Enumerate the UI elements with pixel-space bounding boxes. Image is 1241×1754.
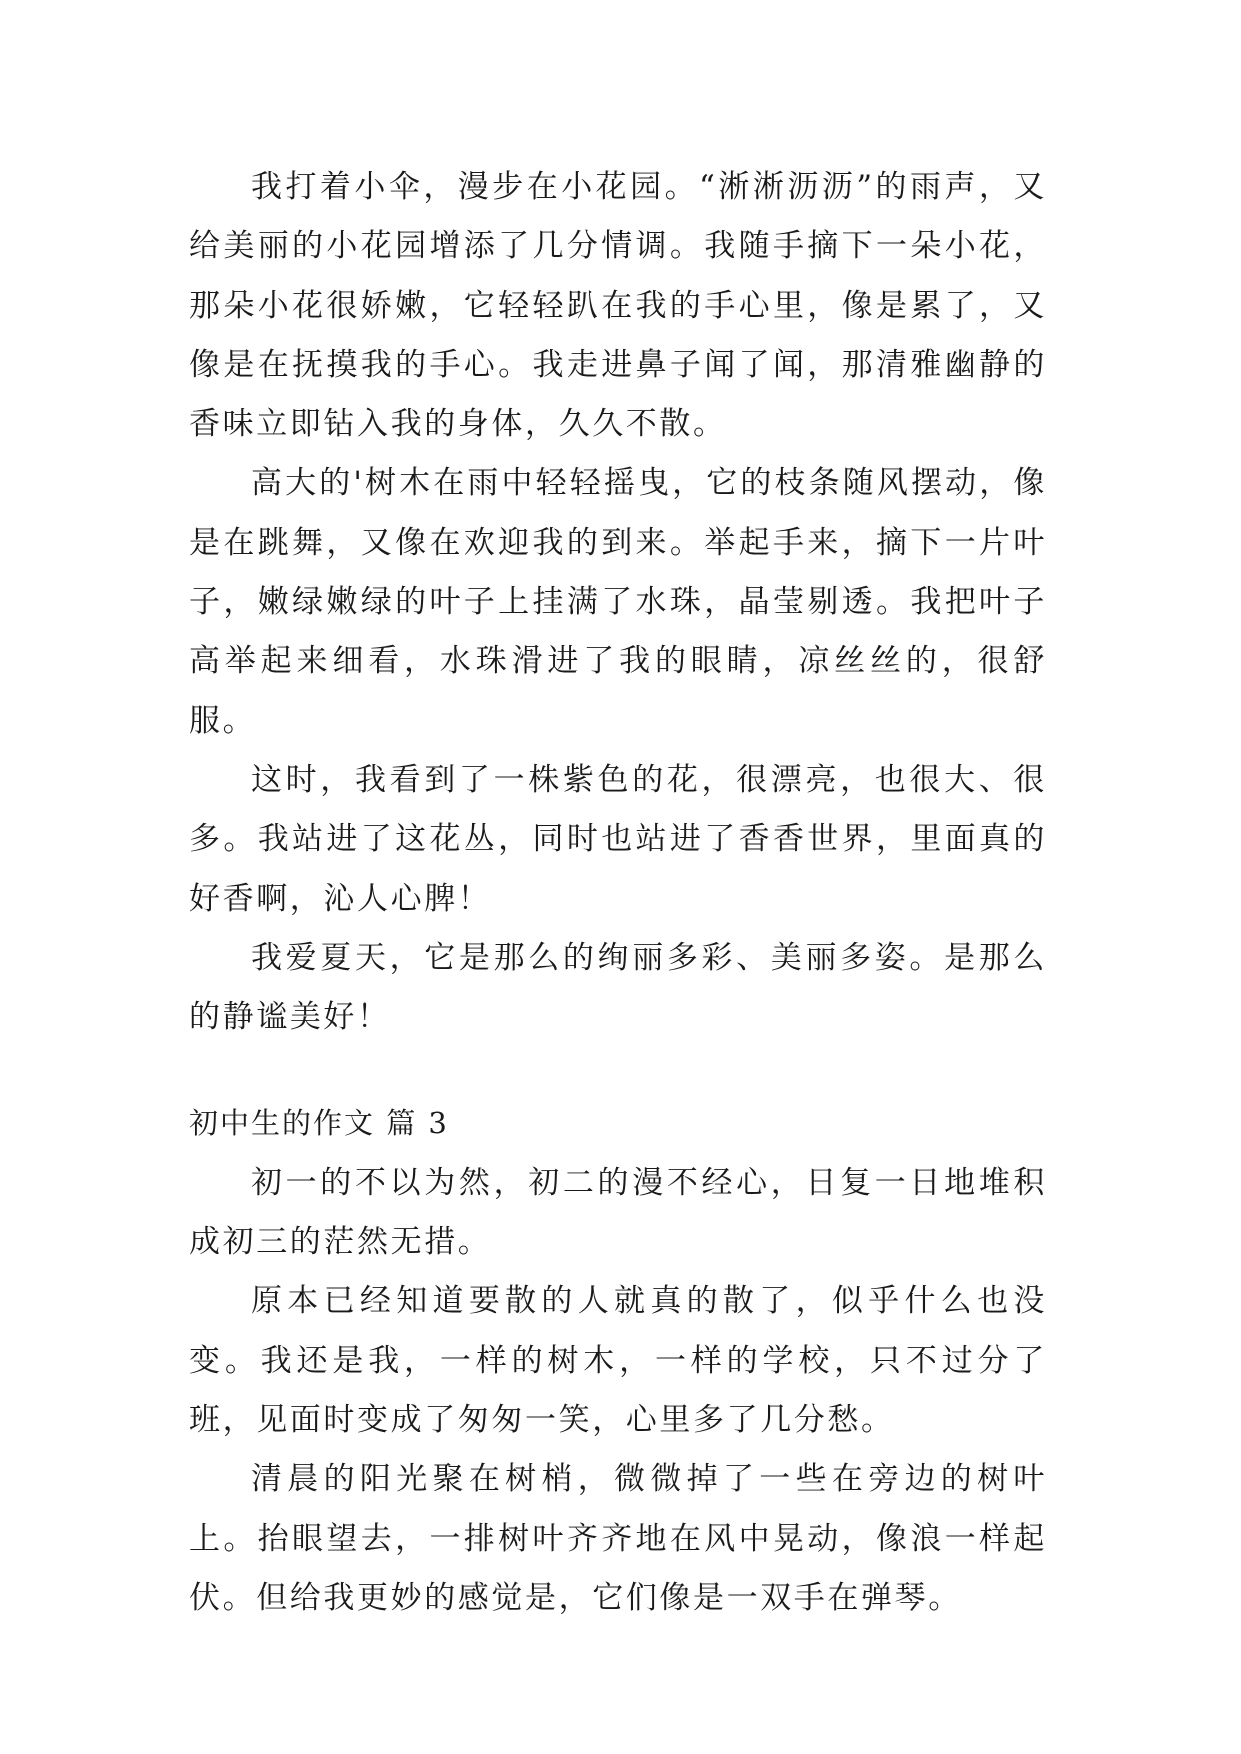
paragraph-purple-flowers: 这时，我看到了一株紫色的花，很漂亮，也很大、很多。我站进了这花丛，同时也站进了香香世界，里面真的好香啊，沁人心脾！ [189, 761, 1047, 917]
paragraph-garden-walk: 我打着小伞，漫步在小花园。“淅淅沥沥”的雨声，又给美丽的小花园增添了几分情调。我随手摘下一朵小花，那朵小花很娇嫩，它轻轻趴在我的手心里，像是累了，又像是在抚摸我的手心。我走进鼻子闻了闻，那清雅幽静的香味立即钻入我的身体，久久不散。 [189, 169, 1047, 443]
paragraph-love-summer: 我爱夏天，它是那么的绚丽多彩、美丽多姿。是那么的静谧美好！ [189, 939, 1047, 1036]
paragraph-junior-years: 初一的不以为然，初二的漫不经心，日复一日地堆积成初三的茫然无措。 [189, 1164, 1047, 1261]
paragraph-parting-classmates: 原本已经知道要散的人就真的散了，似乎什么也没变。我还是我，一样的树木，一样的学校，只不过分了班，见面时变成了匆匆一笑，心里多了几分愁。 [189, 1283, 1047, 1438]
paragraph-morning-sunlight: 清晨的阳光聚在树梢，微微掉了一些在旁边的树叶上。抬眼望去，一排树叶齐齐地在风中晃动，像浪一样起伏。但给我更妙的感觉是，它们像是一双手在弹琴。 [189, 1461, 1047, 1616]
section-title: 初中生的作文 篇 3 [189, 1106, 449, 1141]
paragraph-trees-in-rain: 高大的'树木在雨中轻轻摇曳，它的枝条随风摆动，像是在跳舞，又像在欢迎我的到来。举起手来，摘下一片叶子，嫩绿嫩绿的叶子上挂满了水珠，晶莹剔透。我把叶子高举起来细看，水珠滑进了我的眼睛，凉丝丝的，很舒服。 [189, 465, 1047, 739]
document-body [189, 158, 1047, 1628]
